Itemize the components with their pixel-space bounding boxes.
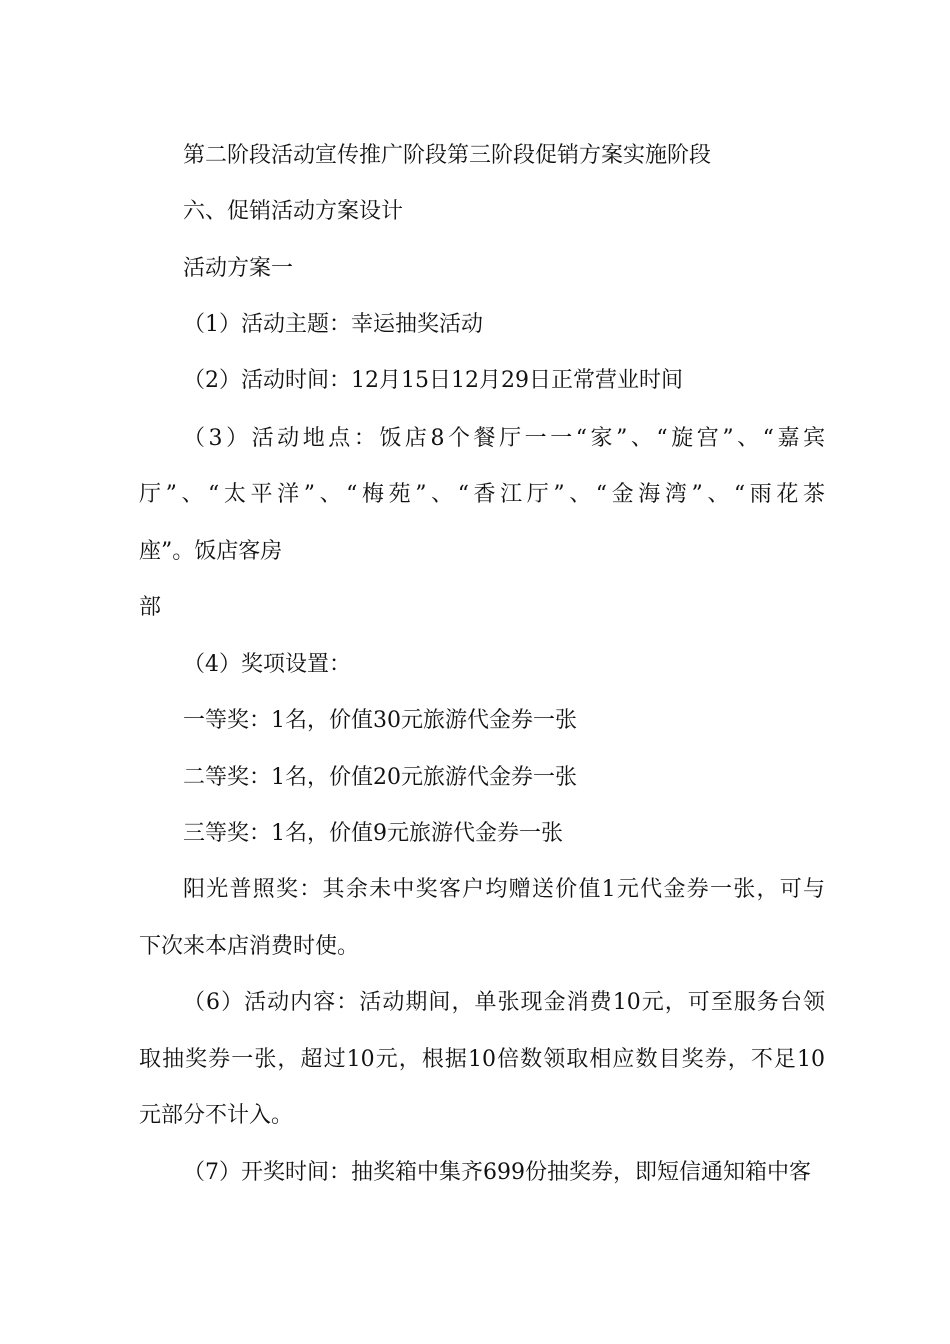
item-location-line-4: 部 (139, 595, 162, 620)
item-time: （2）活动时间：12月15日12月29日正常营业时间 (183, 368, 683, 393)
paragraph-line-stage-summary: 第二阶段活动宣传推广阶段第三阶段促销方案实施阶段 (183, 143, 712, 168)
item-location-line-3: 座”。饭店客房 (139, 539, 283, 564)
item-content-line-2: 取抽奖券一张，超过10元，根据10倍数领取相应数目奖券，不足10 (139, 1047, 826, 1072)
item-theme: （1）活动主题：幸运抽奖活动 (183, 312, 483, 337)
prize-second: 二等奖：1名，价值20元旅游代金券一张 (183, 765, 577, 790)
item-location-line-2: 厅”、“太平洋”、“梅苑”、“香江厅”、“金海湾”、“雨花茶 (139, 482, 825, 507)
section-heading: 六、促销活动方案设计 (183, 199, 404, 224)
prize-first: 一等奖：1名，价值30元旅游代金券一张 (183, 708, 577, 733)
item-prizes-heading: （4）奖项设置： (183, 652, 351, 677)
item-content-line-1: （6）活动内容：活动期间，单张现金消费10元，可至服务台领 (183, 990, 825, 1015)
prize-consolation-line-2: 下次来本店消费时使。 (139, 934, 360, 959)
prize-consolation-line-1: 阳光普照奖：其余未中奖客户均赠送价值1元代金券一张，可与 (183, 877, 825, 902)
item-draw-time: （7）开奖时间：抽奖箱中集齐699份抽奖券，即短信通知箱中客 (183, 1160, 811, 1185)
prize-third: 三等奖：1名，价值9元旅游代金券一张 (183, 821, 563, 846)
plan-title: 活动方案一 (183, 256, 294, 281)
item-location-line-1: （3）活动地点：饭店8个餐厅一一“家”、“旋宫”、“嘉宾 (183, 426, 825, 451)
item-content-line-3: 元部分不计入。 (139, 1103, 294, 1128)
